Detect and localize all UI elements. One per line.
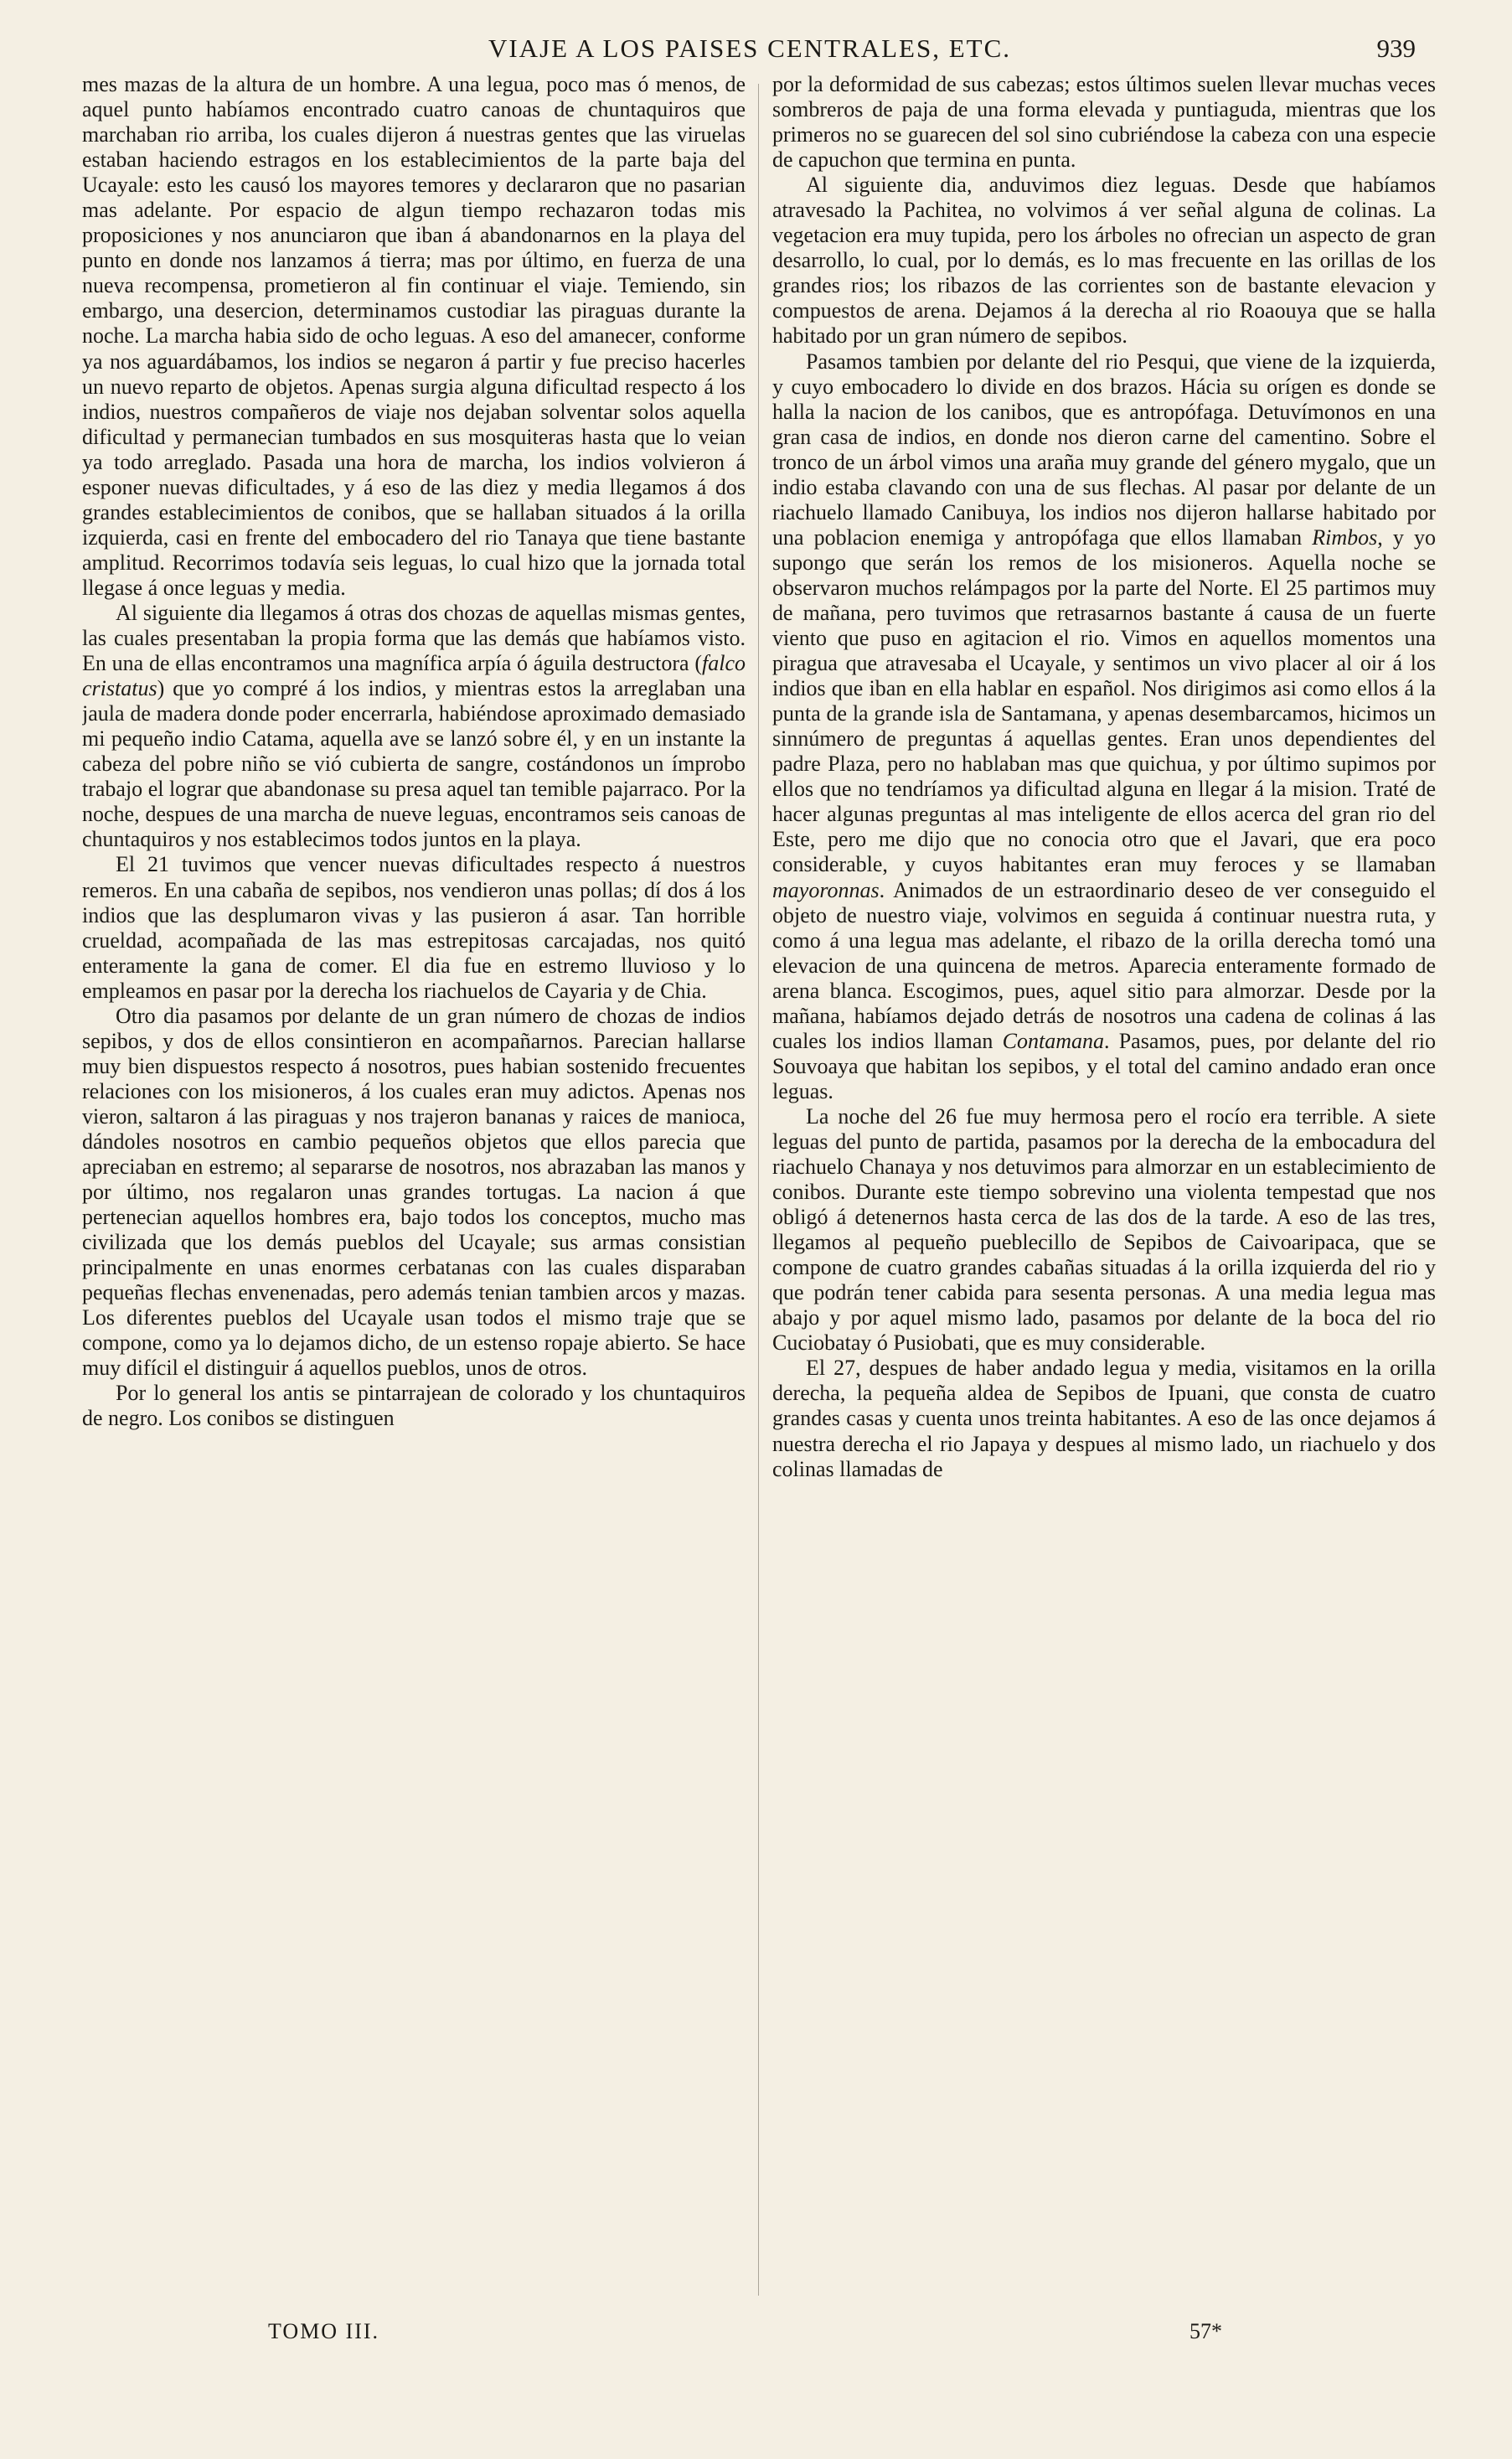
text-run: Por lo general los antis se pintarrajean de colorado y los chuntaquiros de negro. Los conibos se distinguen (82, 1381, 746, 1431)
text-run: , y yo supongo que serán los remos de los misioneros. Aquella noche se observaron muchos relámpagos por la parte del Norte. El 25 partimos muy de mañana, pero tuvimos que retrasarnos bastante á causa de un fuerte viento que puso en agitacion el rio. Vimos en aquellos momentos una piragua que atravesaba el Ucayale, y sentimos un vivo placer al oir á los indios que iban en ella hablar en español. Nos dirigimos asi como ellos á la punta de la grande isla de Santamana, y apenas desembarcamos, hicimos un sinnúmero de preguntas á aquellas gentes. Eran unos dependientes del padre Plaza, pero no hablaban mas que quichua, y por último supimos por ellos que no tendríamos ya dificultad alguna en llegar á la mision. Traté de hacer algunas preguntas al mas inteligente de ellos acerca del gran rio del Este, pero me dijo que no conocia otro que el Javari, que era poco considerable, y cuyos habitantes eran muy feroces y se llamaban (772, 524, 1436, 877)
left-column (82, 72, 746, 2309)
column-rule (758, 84, 759, 2296)
text-run: Al siguiente dia, anduvimos diez leguas. Desde que habíamos atravesado la Pachitea, no volvimos á ver señal alguna de colinas. La vegetacion era muy tupida, pero los árboles no ofrecian un aspecto de gran desarrollo, lo cual, por lo demás, es lo mas frecuente en las orillas de los grandes rios; los ribazos de las corrientes son de bastante elevacion y compuestos de arena. Dejamos á la derecha al rio Roaouya que se halla habitado por un gran número de sepibos. (772, 173, 1436, 349)
text-run: . Animados de un estraordinario deseo de ver conseguido el objeto de nuestro viaje, volvimos en seguida á continuar nuestra ruta, y como á una legua mas adelante, el ribazo de la orilla derecha tomó una elevacion de una quincena de metros. Aparecia enteramente formado de arena blanca. Escogimos, pues, aquel sitio para almorzar. Desde por la mañana, habíamos dejado detrás de nosotros una cadena de colinas á las cuales los indios llaman (772, 877, 1436, 1053)
italic-term: Rimbos (1312, 524, 1378, 550)
text-run: ) que yo compré á los indios, y mientras estos la arreglaban una jaula de madera donde poder encerrarla, habiéndose aproximado demasiado mi pequeño indio Catama, aquella ave se lanzó sobre él, y en un instante la cabeza del pobre niño se vió cubierta de sangre, costándonos un ímprobo trabajo el lograr que abandonase su presa aquel tan temible pajarraco. Por la noche, despues de una marcha de nueve leguas, encontramos seis canoas de chuntaquiros y nos establecimos todos juntos en la playa. (82, 676, 746, 852)
italic-term: falco cristatus (82, 651, 746, 701)
page-number: 939 (1376, 34, 1416, 63)
text-run: mes mazas de la altura de un hombre. A una legua, poco mas ó menos, de aquel punto habíamos encontrado cuatro canoas de chuntaquiros que marchaban rio arriba, los cuales dijeron á nuestras gentes que las viruelas estaban haciendo estragos en los establecimientos de la parte baja del Ucayale: esto les causó los mayores temores y declararon que no pasarian mas adelante. Por espacio de algun tiempo rechazaron todas mis proposiciones y nos anunciaron que iban á abandonarnos en la playa del punto en donde nos lanzamos á tierra; mas por último, en fuerza de una nueva recompensa, prometieron al fin continuar el viaje. Temiendo, sin embargo, una desercion, determinamos custodiar las piraguas durante la noche. La marcha habia sido de ocho leguas. A eso del amanecer, conforme ya nos aguardábamos, los indios se negaron á partir y fue preciso hacerles un nuevo reparto de objetos. Apenas surgia alguna dificultad respecto á los indios, nuestros compañeros de viaje nos dejaban solventar solos aquella dificultad y permanecian tumbados en sus mosquiteras hasta que lo veian ya todo arreglado. Pasada una hora de marcha, los indios volvieron á esponer nuevas dificultades, y á eso de las diez y media llegamos á dos grandes establecimientos de conibos, que se hallaban situados á la orilla izquierda, casi en frente del embocadero del rio Tanaya que tiene bastante amplitud. Recorrimos todavía seis leguas, lo cual hizo que la jornada total llegase á once leguas y media. (82, 72, 746, 600)
volume-label: TOMO III. (268, 2319, 380, 2343)
signature-mark: 57* (1189, 2319, 1222, 2343)
paragraph (772, 1356, 1436, 1481)
running-title: VIAJE A LOS PAISES CENTRALES, ETC. (488, 34, 1012, 63)
running-header (84, 34, 1416, 70)
paragraph (82, 601, 746, 852)
text-run: El 27, despues de haber andado legua y media, visitamos en la orilla derecha, la pequeña aldea de Sepibos de Ipuani, que consta de cuatro grandes casas y cuenta unos treinta habitantes. A eso de las once dejamos á nuestra derecha el rio Japaya y despues al mismo lado, un riachuelo y dos colinas llamadas de (772, 1356, 1436, 1481)
text-run: Otro dia pasamos por delante de un gran número de chozas de indios sepibos, y dos de ellos consintieron en acompañarnos. Parecian hallarse muy bien dispuestos respecto á nosotros, pues habian sostenido frecuentes relaciones con los misioneros, á los cuales eran muy adictos. Apenas nos vieron, saltaron á las piraguas y nos trajeron bananas y raices de manioca, dándoles nosotros en cambio pequeños objetos que ellos parecia que apreciaban en estremo; al separarse de nosotros, nos abrazaban las manos y por último, nos regalaron unas grandes tortugas. La nacion á que pertenecian aquellos hombres era, bajo todos los conceptos, mucho mas civilizada que los demás pueblos del Ucayale; sus armas consistian principalmente en unas enormes cerbatanas con las cuales disparaban pequeñas flechas envenenadas, pero además tenian tambien arcos y mazas. Los diferentes pueblos del Ucayale usan todos el mismo traje que se compone, como ya lo dejamos dicho, de un estenso ropaje abierto. Se hace muy difícil el distinguir á aquellos pueblos, unos de otros. (82, 1003, 746, 1381)
text-run: El 21 tuvimos que vencer nuevas dificultades respecto á nuestros remeros. En una cabaña de sepibos, nos vendieron unas pollas; dí dos á los indios que las desplumaron vivas y las pusieron á asar. Tan horrible crueldad, acompañada de las mas estrepitosas carcajadas, nos quitó enteramente la gana de comer. El dia fue en estremo lluvioso y lo empleamos en pasar por la derecha los riachuelos de Cayaria y de Chia. (82, 852, 746, 1003)
paragraph (772, 72, 1436, 173)
page-footer (84, 2319, 1416, 2353)
paragraph (82, 1381, 746, 1431)
paragraph (82, 1004, 746, 1382)
paragraph (82, 72, 746, 601)
right-column (772, 72, 1436, 2309)
paragraph (82, 852, 746, 1003)
text-run: . Pasamos, pues, por delante del rio Souvoaya que habitan los sepibos, y el total del camino andado eran once leguas. (772, 1028, 1436, 1103)
text-run: por la deformidad de sus cabezas; estos últimos suelen llevar muchas veces sombreros de paja de una forma elevada y puntiaguda, mientras que los primeros no se guarecen del sol sino cubriéndose la cabeza con una especie de capuchon que termina en punta. (772, 72, 1436, 173)
text-run: Pasamos tambien por delante del rio Pesqui, que viene de la izquierda, y cuyo embocadero lo divide en dos brazos. Hácia su orígen es donde se halla la nacion de los canibos, que es antropófaga. Detuvímonos en una gran casa de indios, en donde nos dieron carne del camentino. Sobre el tronco de un árbol vimos una araña muy grande del género mygalo, que un indio estaba clavando con una de sus flechas. Al pasar por delante de un riachuelo llamado Canibuya, los indios nos dijeron hallarse habitado por una poblacion enemiga y antropófaga que ellos llamaban (772, 349, 1436, 550)
paragraph (772, 173, 1436, 349)
italic-term: Contamana (1002, 1028, 1104, 1053)
italic-term: mayoronnas (772, 877, 880, 902)
text-run: Al siguiente dia llegamos á otras dos chozas de aquellas mismas gentes, las cuales presentaban la propia forma que las demás que habíamos visto. En una de ellas encontramos una magnífica arpía ó águila destructora ( (82, 600, 746, 676)
paragraph (772, 349, 1436, 1104)
text-run: La noche del 26 fue muy hermosa pero el rocío era terrible. A siete leguas del punto de partida, pasamos por la derecha de la embocadura del riachuelo Chanaya y nos detuvimos para almorzar en un establecimiento de conibos. Durante este tiempo sobrevino una violenta tempestad que nos obligó á detenernos hasta cerca de las dos de la tarde. A eso de las tres, llegamos al pequeño pueblecillo de Sepibos de Caivoaripaca, que se compone de cuatro grandes cabañas situadas á la orilla izquierda del rio y que podrán tener cabida para sesenta personas. A una media legua mas abajo y por aquel mismo lado, pasamos por delante de la boca del rio Cuciobatay ó Pusiobati, que es muy considerable. (772, 1103, 1436, 1356)
paragraph (772, 1104, 1436, 1356)
